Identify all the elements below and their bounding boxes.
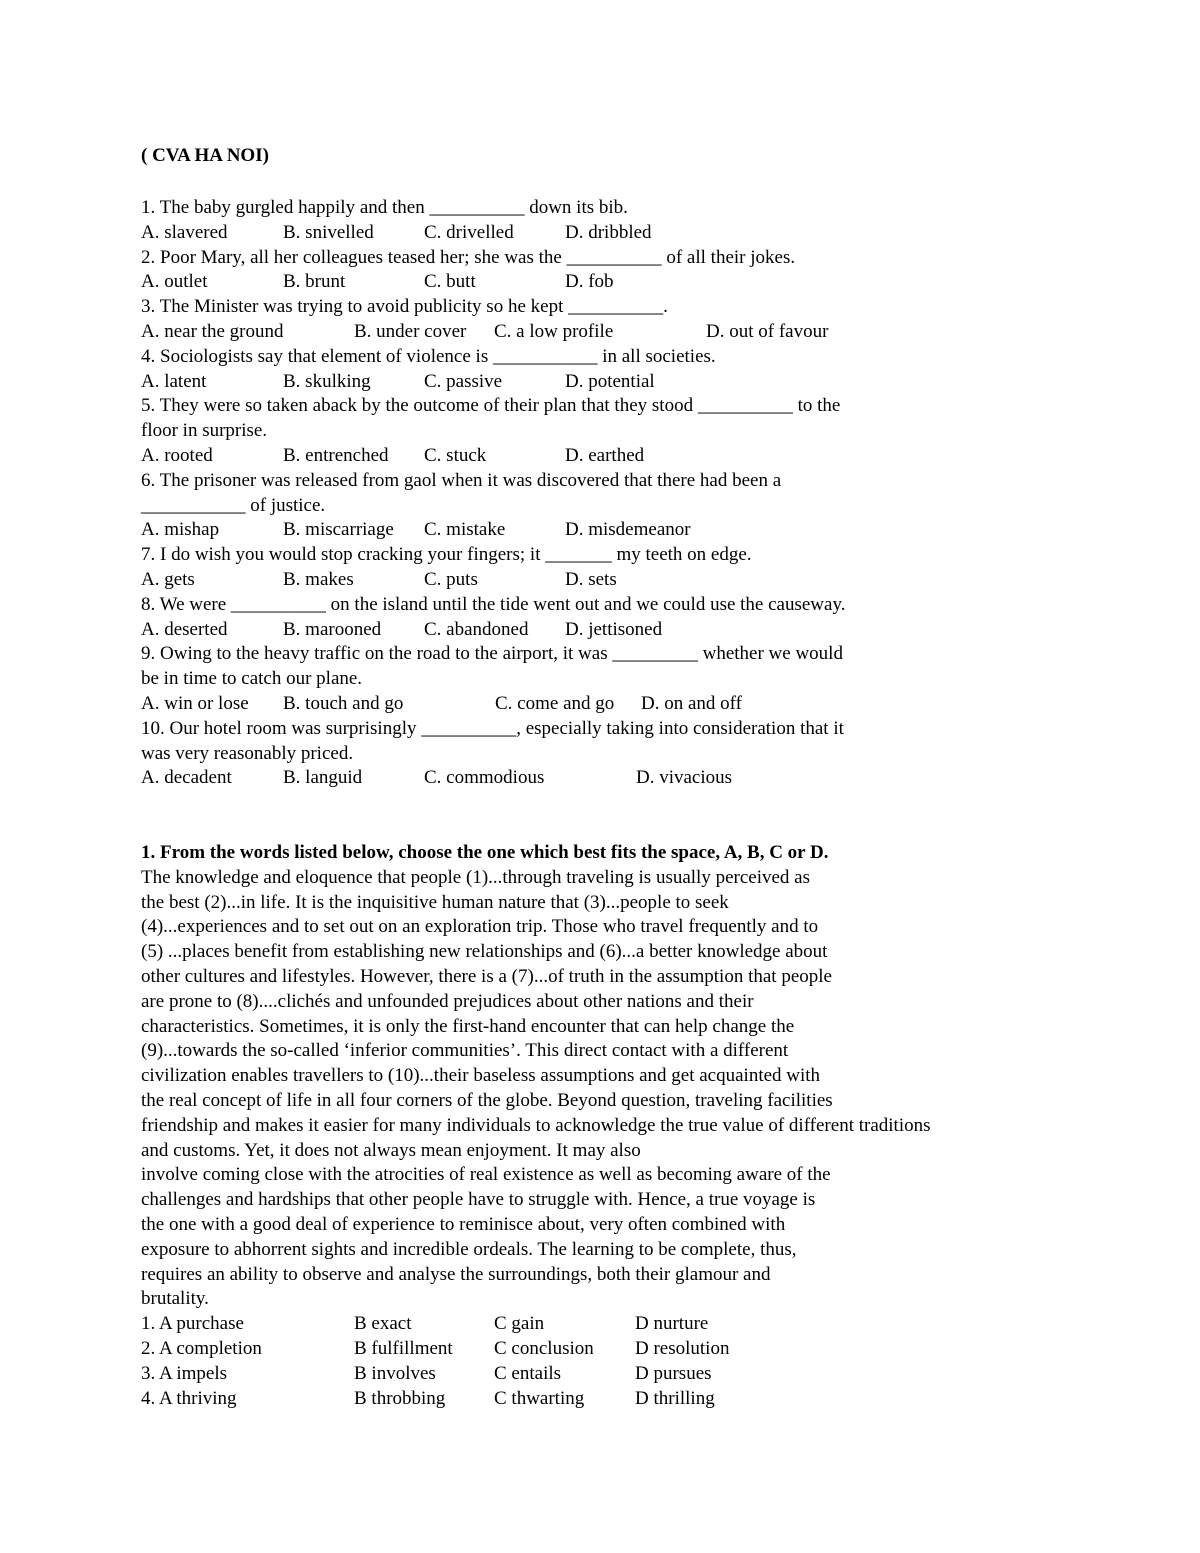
gap-1-options [141, 1312, 1041, 1336]
question-1-option-a: A. slavered [141, 221, 228, 243]
question-4-stem: 4. Sociologists say that element of violence is ___________ in all societies. [141, 345, 716, 367]
question-9-stem: 9. Owing to the heavy traffic on the road to the airport, it was _________ whether we would [141, 643, 843, 665]
gap-3-option-a: 3. A impels [141, 1362, 228, 1384]
section-heading: 1. From the words listed below, choose the one which best fits the space, A, B, C or D. [141, 842, 829, 863]
question-4-option-a: A. latent [141, 370, 207, 392]
passage-line: friendship and makes it easier for many individuals to acknowledge the true value of different traditions [141, 1114, 931, 1136]
question-8-option-d: D. jettisoned [565, 618, 663, 640]
passage-line: (4)...experiences and to set out on an exploration trip. Those who travel frequently and to [141, 916, 819, 938]
passage-line: The knowledge and eloquence that people (1)...through traveling is usually perceived as [141, 866, 810, 888]
question-4-option-d: D. potential [565, 370, 655, 392]
question-8-option-b: B. marooned [283, 618, 382, 640]
passage-line: (5) ...places benefit from establishing new relationships and (6)...a better knowledge about [141, 941, 828, 963]
passage-line: requires an ability to observe and analyse the surroundings, both their glamour and [141, 1263, 771, 1285]
question-10-stem: 10. Our hotel room was surprisingly __________, especially taking into consideration that it [141, 717, 844, 739]
question-6-stem: ___________ of justice. [141, 494, 326, 516]
question-1-option-d: D. dribbled [565, 221, 652, 243]
question-10-stem: was very reasonably priced. [141, 742, 354, 764]
question-7-option-b: B. makes [283, 569, 354, 590]
gap-1-option-c: C gain [494, 1313, 545, 1335]
passage-line: and customs. Yet, it does not always mean enjoyment. It may also [141, 1139, 641, 1161]
question-5-stem: 5. They were so taken aback by the outcome of their plan that they stood __________ to the [141, 395, 841, 417]
question-2-option-d: D. fob [565, 271, 614, 293]
question-8-stem: 8. We were __________ on the island until the tide went out and we could use the causeway. [141, 593, 846, 615]
question-7-option-a: A. gets [141, 569, 195, 590]
gap-3-option-c: C entails [494, 1362, 562, 1384]
passage-line: the best (2)...in life. It is the inquisitive human nature that (3)...people to seek [141, 891, 729, 913]
gap-4-option-c: C thwarting [494, 1387, 585, 1409]
question-7-stem: 7. I do wish you would stop cracking your fingers; it _______ my teeth on edge. [141, 544, 752, 566]
question-10-option-b: B. languid [283, 767, 363, 789]
gap-1-option-a: 1. A purchase [141, 1313, 244, 1335]
gap-4-options [141, 1387, 1041, 1411]
gap-1-option-b: B exact [354, 1313, 412, 1335]
question-2-option-c: C. butt [424, 271, 476, 293]
question-6-option-b: B. miscarriage [283, 519, 394, 541]
passage-line: civilization enables travellers to (10)...their baseless assumptions and get acquainted with [141, 1065, 821, 1087]
gap-2-option-c: C conclusion [494, 1338, 594, 1359]
passage-line: brutality. [141, 1288, 209, 1310]
gap-4-option-a: 4. A thriving [141, 1387, 237, 1409]
question-9-option-d: D. on and off [641, 693, 742, 714]
question-5-stem: floor in surprise. [141, 420, 268, 442]
question-2-stem: 2. Poor Mary, all her colleagues teased her; she was the __________ of all their jokes. [141, 246, 796, 268]
question-3-option-b: B. under cover [354, 321, 467, 342]
question-2-option-a: A. outlet [141, 271, 208, 293]
question-6-stem: 6. The prisoner was released from gaol when it was discovered that there had been a [141, 469, 782, 491]
question-8-option-a: A. deserted [141, 618, 228, 640]
gap-3-option-b: B involves [354, 1362, 436, 1384]
question-5-options [141, 444, 1041, 468]
question-5-option-a: A. rooted [141, 445, 213, 466]
passage-line: (9)...towards the so-called ‘inferior communities’. This direct contact with a different [141, 1040, 789, 1062]
gap-2-option-a: 2. A completion [141, 1338, 262, 1359]
question-9-option-b: B. touch and go [283, 693, 404, 714]
question-4-options [141, 370, 1041, 394]
question-1-stem: 1. The baby gurgled happily and then __________ down its bib. [141, 197, 628, 218]
question-10-option-d: D. vivacious [636, 767, 733, 789]
question-2-option-b: B. brunt [283, 271, 346, 293]
question-6-option-c: C. mistake [424, 519, 506, 541]
question-9-options [141, 692, 1041, 716]
question-3-option-c: C. a low profile [494, 321, 614, 342]
question-4-option-c: C. passive [424, 370, 503, 392]
gap-3-options [141, 1362, 1041, 1386]
question-1-option-c: C. drivelled [424, 221, 514, 243]
gap-4-option-d: D thrilling [635, 1387, 715, 1409]
question-10-option-c: C. commodious [424, 767, 545, 789]
question-10-option-a: A. decadent [141, 767, 232, 789]
passage-line: characteristics. Sometimes, it is only the first-hand encounter that can help change the [141, 1015, 795, 1037]
passage-line: challenges and hardships that other people have to struggle with. Hence, a true voyage is [141, 1189, 816, 1211]
gap-3-option-d: D pursues [635, 1362, 712, 1384]
question-7-options [141, 568, 1041, 592]
question-6-options [141, 518, 1041, 542]
question-3-options [141, 320, 1041, 344]
question-9-stem: be in time to catch our plane. [141, 668, 363, 690]
question-1-option-b: B. snivelled [283, 221, 374, 243]
passage-line: involve coming close with the atrocities of real existence as well as becoming aware of the [141, 1164, 831, 1186]
question-10-options [141, 766, 1041, 790]
question-4-option-b: B. skulking [283, 370, 371, 392]
gap-4-option-b: B throbbing [354, 1387, 446, 1409]
gap-2-option-d: D resolution [635, 1338, 730, 1359]
question-6-option-a: A. mishap [141, 519, 220, 541]
question-3-option-d: D. out of favour [706, 321, 829, 342]
question-2-options [141, 270, 1041, 294]
question-9-option-c: C. come and go [495, 693, 615, 714]
question-6-option-d: D. misdemeanor [565, 519, 691, 541]
passage-line: the real concept of life in all four corners of the globe. Beyond question, traveling facilities [141, 1090, 833, 1111]
passage-line: the one with a good deal of experience to reminisce about, very often combined with [141, 1214, 786, 1235]
question-5-option-d: D. earthed [565, 445, 645, 466]
gap-2-option-b: B fulfillment [354, 1338, 453, 1359]
question-3-stem: 3. The Minister was trying to avoid publicity so he kept __________. [141, 296, 668, 318]
question-8-option-c: C. abandoned [424, 618, 529, 640]
question-7-option-d: D. sets [565, 569, 617, 590]
passage-line: other cultures and lifestyles. However, there is a (7)...of truth in the assumption that people [141, 966, 832, 987]
question-5-option-c: C. stuck [424, 445, 487, 466]
question-3-option-a: A. near the ground [141, 321, 284, 342]
question-8-options [141, 618, 1041, 642]
passage-line: are prone to (8)....clichés and unfounded prejudices about other nations and their [141, 990, 754, 1012]
gap-1-option-d: D nurture [635, 1313, 709, 1335]
gap-2-options [141, 1337, 1041, 1361]
document-title: ( CVA HA NOI) [141, 145, 269, 166]
question-7-option-c: C. puts [424, 569, 478, 590]
question-1-options [141, 221, 1041, 245]
question-9-option-a: A. win or lose [141, 693, 249, 714]
passage-line: exposure to abhorrent sights and incredible ordeals. The learning to be complete, thus, [141, 1238, 797, 1260]
question-5-option-b: B. entrenched [283, 445, 389, 466]
